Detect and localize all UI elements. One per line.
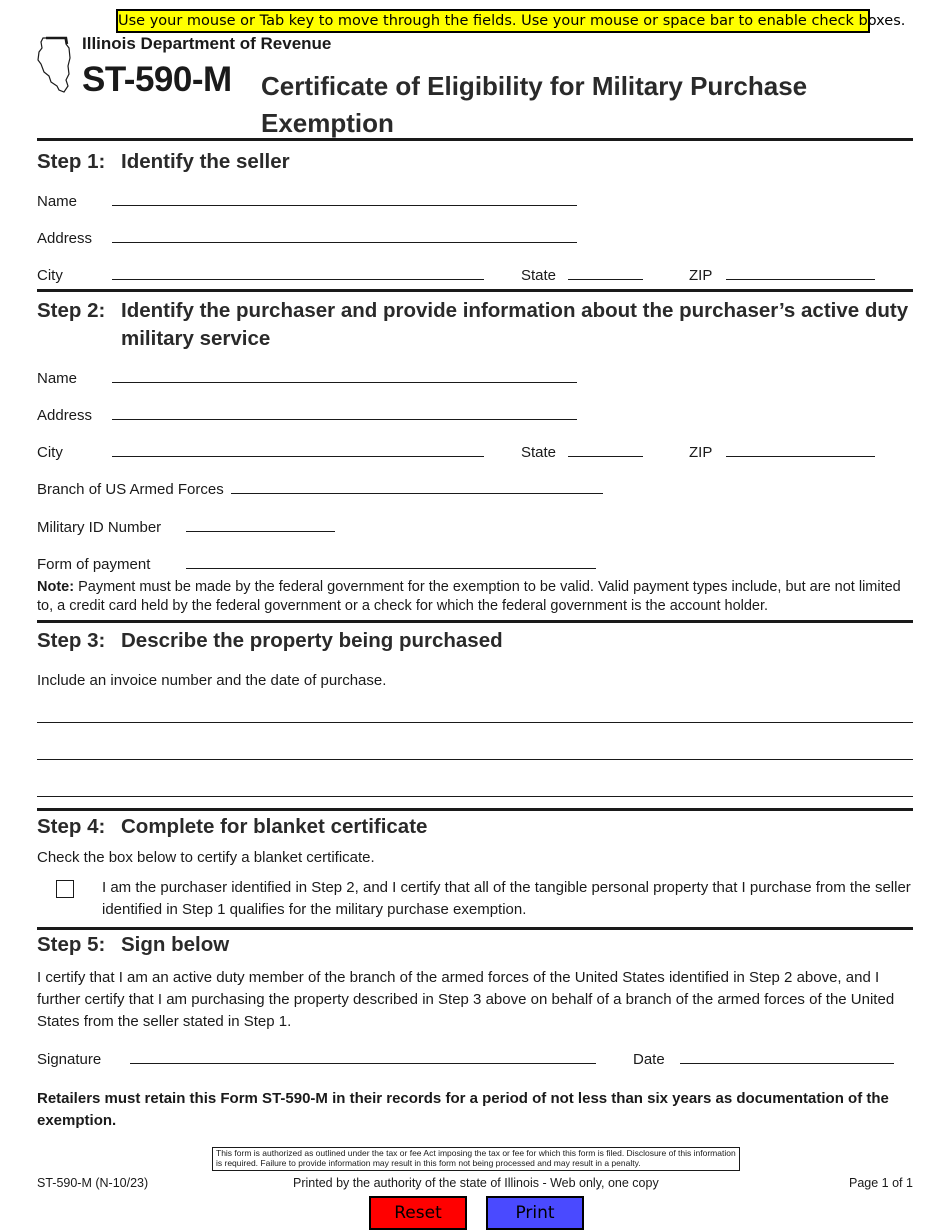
page-number: Page 1 of 1 (849, 1176, 913, 1190)
note-text: Payment must be made by the federal government for the exemption to be valid. Valid payment types include, but are not limited to, a credit card held by the federal government or a check for which the federal government is the account holder. (37, 579, 901, 614)
purchaser-city-field[interactable] (112, 456, 484, 457)
purchaser-name-label: Name (37, 370, 78, 387)
instruction-banner: Use your mouse or Tab key to move through the fields. Use your mouse or space bar to enable check boxes. (116, 9, 870, 33)
military-id-field[interactable] (186, 531, 335, 532)
date-label: Date (633, 1051, 665, 1068)
step5-title: Sign below (121, 933, 230, 956)
step4-instruction: Check the box below to certify a blanket certificate. (37, 849, 375, 866)
step5-heading (37, 933, 229, 957)
payment-field[interactable] (186, 568, 596, 569)
seller-zip-field[interactable] (726, 279, 875, 280)
print-button[interactable]: Print (486, 1196, 584, 1230)
certification-text: I certify that I am an active duty member of the branch of the armed forces of the United States identified in Step 2 above, and I further certify that I am purchasing the property described in Step 3 above on behalf of a branch of the armed forces of the United States from the seller stated in Step 1. (37, 969, 895, 1030)
blanket-certificate-text: I am the purchaser identified in Step 2, and I certify that all of the tangible personal property that I purchase from the seller identified in Step 1 qualifies for the military purchase exemption. (102, 879, 911, 918)
step2-title: Identify the purchaser and provide information about the purchaser’s active duty military service (121, 299, 909, 350)
section-divider (37, 620, 913, 623)
section-divider (37, 808, 913, 811)
reset-button[interactable]: Reset (369, 1196, 467, 1230)
seller-state-label: State (521, 267, 557, 284)
step5-number: Step 5: (37, 933, 106, 956)
step3-title: Describe the property being purchased (121, 629, 503, 652)
retention-note: Retailers must retain this Form ST-590-M in their records for a period of not less than six years as documentation of the exemption. (37, 1090, 889, 1129)
date-field[interactable] (680, 1063, 894, 1064)
note-label: Note: (37, 579, 75, 595)
agency-name: Illinois Department of Revenue (82, 34, 332, 53)
blanket-certificate-checkbox[interactable] (56, 880, 74, 898)
seller-state-field[interactable] (568, 279, 643, 280)
step4-number: Step 4: (37, 815, 106, 838)
payment-note (37, 578, 917, 616)
payment-label: Form of payment (37, 556, 151, 573)
printed-by-authority: Printed by the authority of the state of Illinois - Web only, one copy (293, 1176, 659, 1190)
purchaser-address-field[interactable] (112, 419, 577, 420)
military-id-label: Military ID Number (37, 519, 162, 536)
step4-title: Complete for blanket certificate (121, 815, 428, 838)
seller-zip-label: ZIP (689, 267, 713, 284)
section-divider (37, 289, 913, 292)
seller-name-field[interactable] (112, 205, 577, 206)
purchaser-state-label: State (521, 444, 557, 461)
form-title-line2: Exemption (261, 108, 394, 138)
step3-number: Step 3: (37, 629, 106, 652)
step4-heading (37, 815, 427, 839)
branch-label: Branch of US Armed Forces (37, 481, 224, 498)
property-description-line-1[interactable] (37, 722, 913, 723)
purchaser-city-label: City (37, 444, 63, 461)
purchaser-name-field[interactable] (112, 382, 577, 383)
purchaser-state-field[interactable] (568, 456, 643, 457)
signature-field[interactable] (130, 1063, 596, 1064)
form-title-line1: Certificate of Eligibility for Military Purchase (261, 71, 808, 101)
section-divider (37, 138, 913, 141)
purchaser-zip-label: ZIP (689, 444, 713, 461)
illinois-state-outline-icon (35, 36, 73, 94)
purchaser-zip-field[interactable] (726, 456, 875, 457)
form-title (261, 68, 901, 142)
form-revision: ST-590-M (N-10/23) (37, 1176, 149, 1190)
property-description-line-3[interactable] (37, 796, 913, 797)
step1-number: Step 1: (37, 150, 106, 173)
section-divider (37, 927, 913, 930)
purchaser-address-label: Address (37, 407, 93, 424)
property-description-line-2[interactable] (37, 759, 913, 760)
seller-name-label: Name (37, 193, 78, 210)
signature-label: Signature (37, 1051, 102, 1068)
step3-instruction: Include an invoice number and the date of purchase. (37, 672, 387, 689)
step3-heading (37, 629, 503, 653)
authority-disclosure-box: This form is authorized as outlined under the tax or fee Act imposing the tax or fee for which this form is filed. Disclosure of this information is required. Failure to provide information may result in this form not being processed and may result in a penalty. (212, 1147, 740, 1171)
branch-field[interactable] (231, 493, 603, 494)
seller-city-label: City (37, 267, 63, 284)
step2-number: Step 2: (37, 299, 106, 322)
seller-address-label: Address (37, 230, 93, 247)
seller-city-field[interactable] (112, 279, 484, 280)
seller-address-field[interactable] (112, 242, 577, 243)
step1-title: Identify the seller (121, 150, 290, 173)
form-number: ST-590-M (82, 60, 232, 99)
step1-heading (37, 150, 290, 174)
